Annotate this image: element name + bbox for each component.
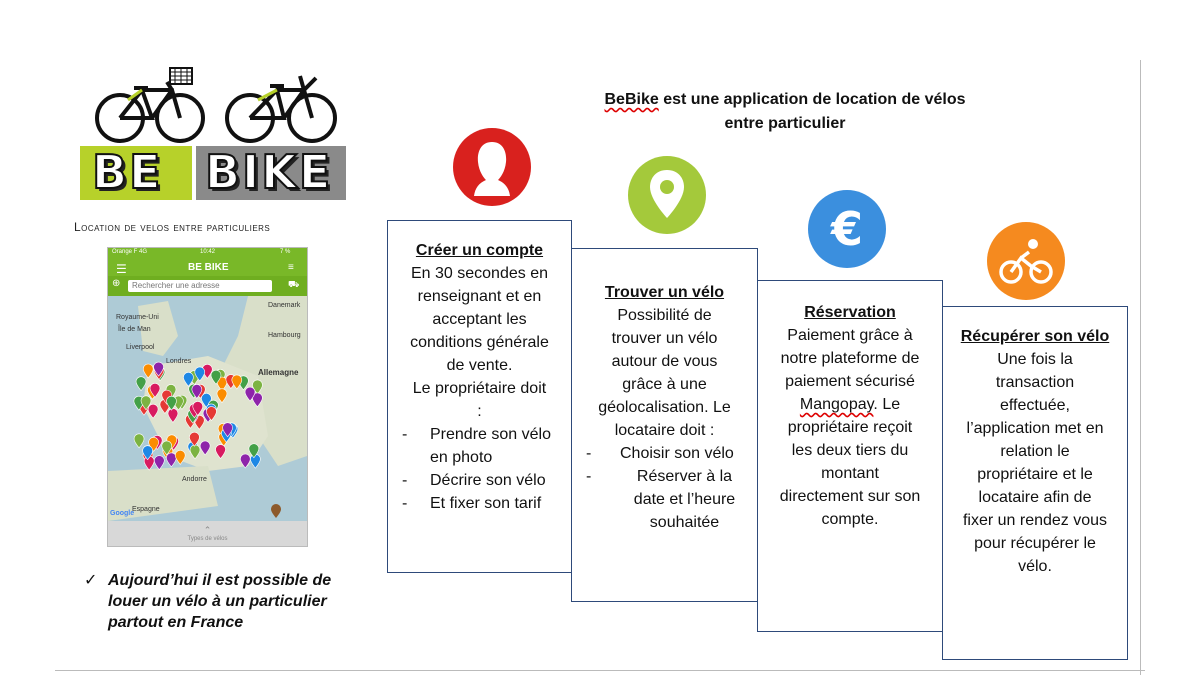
app-header-logo: BE BIKE bbox=[188, 262, 229, 273]
headline-line2: entre particulier bbox=[724, 115, 846, 132]
step-body-line: de vente. bbox=[446, 357, 513, 374]
app-screenshot bbox=[107, 247, 308, 547]
menu-icon[interactable]: ☰ bbox=[116, 262, 127, 276]
step-body-line: En 30 secondes en bbox=[411, 265, 548, 282]
step-body-line: fixer un rendez vous bbox=[962, 512, 1108, 529]
step-body-line: acceptant les bbox=[432, 311, 527, 328]
status-time: 10:42 bbox=[200, 249, 216, 255]
locate-icon[interactable]: ⊕ bbox=[112, 278, 121, 289]
headline-brand: BeBike bbox=[604, 91, 659, 108]
map-label: Andorre bbox=[182, 476, 207, 483]
step-pickup-bike bbox=[942, 306, 1128, 660]
chevron-up-icon: ⌃ bbox=[203, 525, 212, 535]
step-body-line: transaction bbox=[995, 374, 1075, 391]
map-pin[interactable] bbox=[143, 364, 153, 378]
step-title: Trouver un vélo bbox=[604, 284, 725, 301]
step-body-line: Une fois la bbox=[997, 351, 1073, 368]
step-bullet: - Décrire son vélo bbox=[402, 472, 546, 489]
bed-icon[interactable]: ⛟ bbox=[288, 279, 300, 289]
step-bullet: - Prendre son vélo en photo bbox=[402, 426, 551, 466]
euro-icon: € bbox=[808, 190, 886, 268]
step-create-account bbox=[387, 220, 572, 573]
map-label: Île de Man bbox=[118, 326, 151, 333]
step-body-line: compte. bbox=[821, 511, 879, 528]
step-body-line: notre plateforme de bbox=[780, 350, 920, 367]
bike-types-label: Types de vélos bbox=[187, 536, 228, 542]
map-pin[interactable] bbox=[136, 377, 146, 391]
map-label: Hambourg bbox=[268, 332, 301, 339]
step-body-line: pour récupérer le bbox=[974, 535, 1096, 552]
step-body-line: Paiement grâce à bbox=[787, 327, 913, 344]
step-body-line: grâce à une bbox=[622, 376, 707, 393]
status-carrier: Orange F 4G bbox=[112, 249, 148, 255]
bike-pins bbox=[108, 296, 307, 521]
step-body-line: les deux tiers du bbox=[791, 442, 909, 459]
headline-line1: est une application de location de vélos bbox=[658, 91, 966, 108]
step-body-line: autour de vous bbox=[611, 353, 718, 370]
step-title: Récupérer son vélo bbox=[960, 328, 1110, 345]
step-body-line: propriétaire reçoit bbox=[787, 419, 913, 436]
map-pin[interactable] bbox=[166, 453, 176, 467]
step-body-line: trouver un vélo bbox=[611, 330, 718, 347]
map-pin[interactable] bbox=[232, 375, 242, 389]
list-icon[interactable]: ≡ bbox=[288, 262, 294, 273]
map-pin[interactable] bbox=[217, 389, 227, 403]
step-title: Créer un compte bbox=[415, 242, 544, 259]
step-body-line: directement sur son bbox=[779, 488, 921, 505]
map-pin[interactable] bbox=[148, 404, 158, 418]
step-body-line: Possibilité de bbox=[617, 307, 712, 324]
map-footer[interactable] bbox=[108, 521, 307, 546]
step-body-line: paiement sécurisé bbox=[785, 373, 915, 390]
map-pin[interactable] bbox=[200, 441, 210, 455]
map-pin[interactable] bbox=[154, 456, 164, 470]
step-body-line: géolocalisation. Le bbox=[598, 399, 731, 416]
map-label: Royaume-Uni bbox=[116, 314, 159, 321]
map-label: Allemagne bbox=[258, 368, 299, 377]
map-label: Danemark bbox=[268, 302, 301, 309]
map-pin[interactable] bbox=[168, 408, 178, 422]
headline bbox=[560, 88, 1010, 136]
step-body-line: locataire doit : bbox=[614, 422, 715, 439]
step-body-line: vélo. bbox=[1018, 558, 1052, 575]
logo-tagline: Location de velos entre particuliers bbox=[74, 220, 271, 234]
location-pin-icon bbox=[628, 156, 706, 234]
search-input[interactable]: Rechercher une adresse bbox=[128, 280, 272, 292]
map-pin[interactable] bbox=[271, 504, 281, 518]
step-body-line: Mangopay. Le bbox=[799, 396, 901, 413]
frame-bottom-line bbox=[55, 670, 1145, 671]
step-bullet: - Choisir son vélo bbox=[586, 445, 734, 462]
step-body-line: Le propriétaire doit bbox=[412, 380, 547, 397]
cyclist-icon bbox=[987, 222, 1065, 300]
step-body-line: montant bbox=[821, 465, 879, 482]
status-battery: 7 % bbox=[280, 249, 291, 255]
step-body-line: : bbox=[477, 403, 482, 420]
step-bullets bbox=[580, 442, 749, 534]
frame-right-line bbox=[1140, 60, 1141, 675]
step-body-line: locataire afin de bbox=[978, 489, 1092, 506]
phone-status-bar bbox=[108, 248, 307, 258]
map-label: Google bbox=[110, 510, 135, 517]
checkmark-icon: ✓ bbox=[84, 572, 98, 589]
account-icon bbox=[453, 128, 531, 206]
mangopay-name: Mangopay bbox=[799, 396, 874, 413]
step-body-line: effectuée, bbox=[1000, 397, 1070, 414]
map-pin[interactable] bbox=[216, 445, 226, 459]
map-view[interactable] bbox=[108, 296, 307, 521]
step-title: Réservation bbox=[804, 304, 896, 321]
map-label: Espagne bbox=[132, 506, 160, 513]
search-bar bbox=[108, 276, 307, 296]
step-body-line: renseignant et en bbox=[417, 288, 542, 305]
bicycles-illustration bbox=[72, 60, 362, 150]
map-label: Londres bbox=[166, 358, 192, 365]
step-body-line: relation le bbox=[1000, 443, 1070, 460]
step-body-line: propriétaire et le bbox=[977, 466, 1093, 483]
step-find-bike bbox=[571, 248, 758, 602]
step-bullet: - Et fixer son tarif bbox=[402, 495, 542, 512]
step-body-line: conditions générale bbox=[410, 334, 549, 351]
step-bullets bbox=[396, 423, 563, 515]
map-pin[interactable] bbox=[190, 445, 200, 459]
map-pin[interactable] bbox=[240, 454, 250, 468]
map-pin[interactable] bbox=[134, 434, 144, 448]
map-pin[interactable] bbox=[175, 450, 185, 464]
logo-word-be: BE bbox=[92, 145, 163, 199]
availability-note-text: Aujourd’hui il est possible de louer un vélo à un particulier partout en France bbox=[108, 572, 332, 631]
map-label: Liverpool bbox=[126, 344, 155, 351]
step-body-line: l’application met en bbox=[966, 420, 1104, 437]
logo-word-bike: BIKE bbox=[205, 145, 333, 199]
step-reservation bbox=[757, 280, 943, 632]
step-bullet: - Réserver à la date et l’heure souhaitée bbox=[586, 468, 736, 531]
